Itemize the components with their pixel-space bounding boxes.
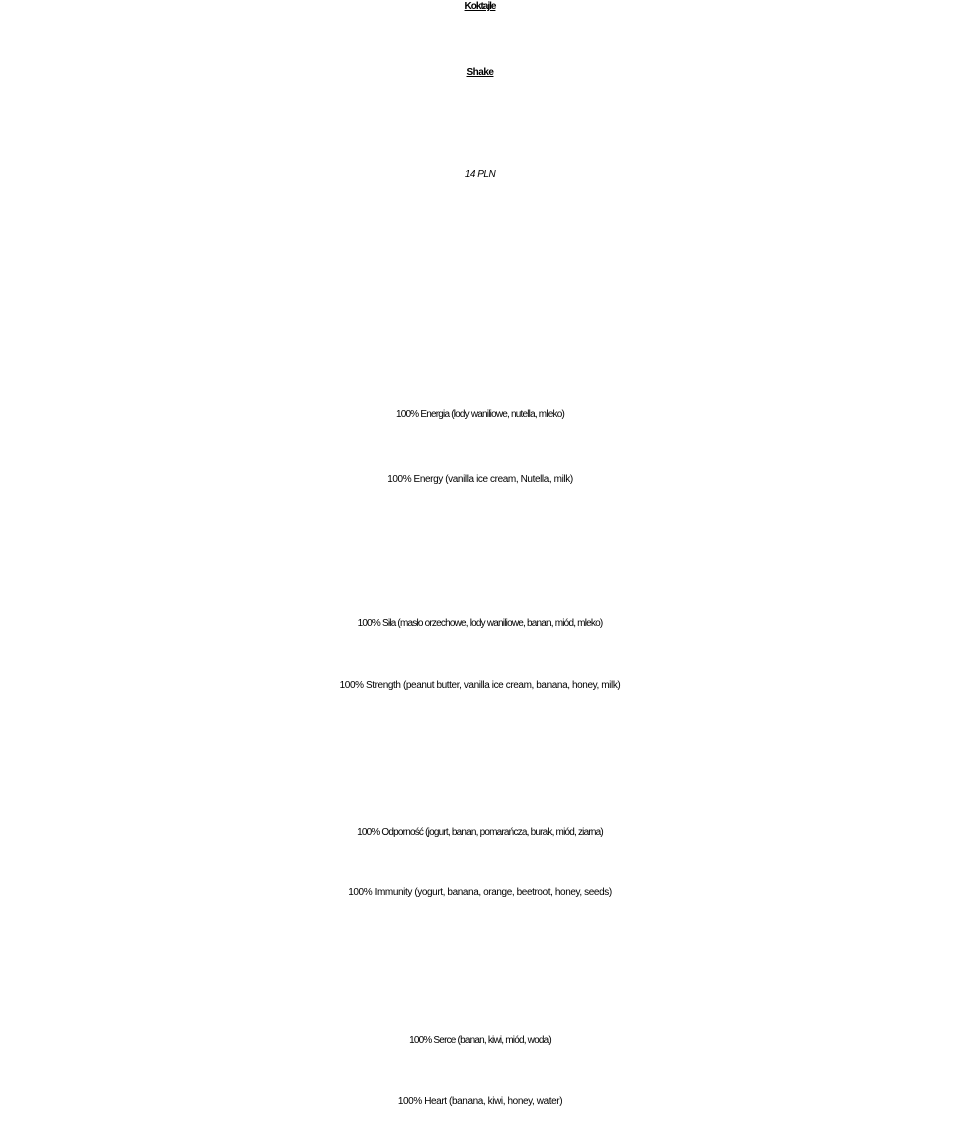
menu-item-name-pl: 100% Odporność (jogurt, banan, pomarańcza, burak, miód, ziarna) bbox=[357, 827, 603, 838]
menu-item-name-en: 100% Heart (banana, kiwi, honey, water) bbox=[397, 1096, 563, 1107]
page-subtitle: Shake bbox=[466, 67, 494, 78]
price-label: 14 PLN bbox=[464, 169, 496, 180]
menu-item-name-en: 100% Strength (peanut butter, vanilla ice cream, banana, honey, milk) bbox=[339, 680, 621, 691]
menu-item-name-pl: 100% Serce (banan, kiwi, miód, woda) bbox=[409, 1035, 551, 1046]
menu-item-name-pl: 100% Energia (lody waniliowe, nutella, mleko) bbox=[396, 409, 564, 420]
menu-item-name-pl: 100% Siła (masło orzechowe, lody waniliowe, banan, miód, mleko) bbox=[357, 618, 603, 629]
menu-item-name-en: 100% Immunity (yogurt, banana, orange, beetroot, honey, seeds) bbox=[348, 887, 612, 898]
menu-item-name-en: 100% Energy (vanilla ice cream, Nutella, milk) bbox=[387, 474, 573, 485]
page-title: Koktajle bbox=[464, 1, 496, 12]
